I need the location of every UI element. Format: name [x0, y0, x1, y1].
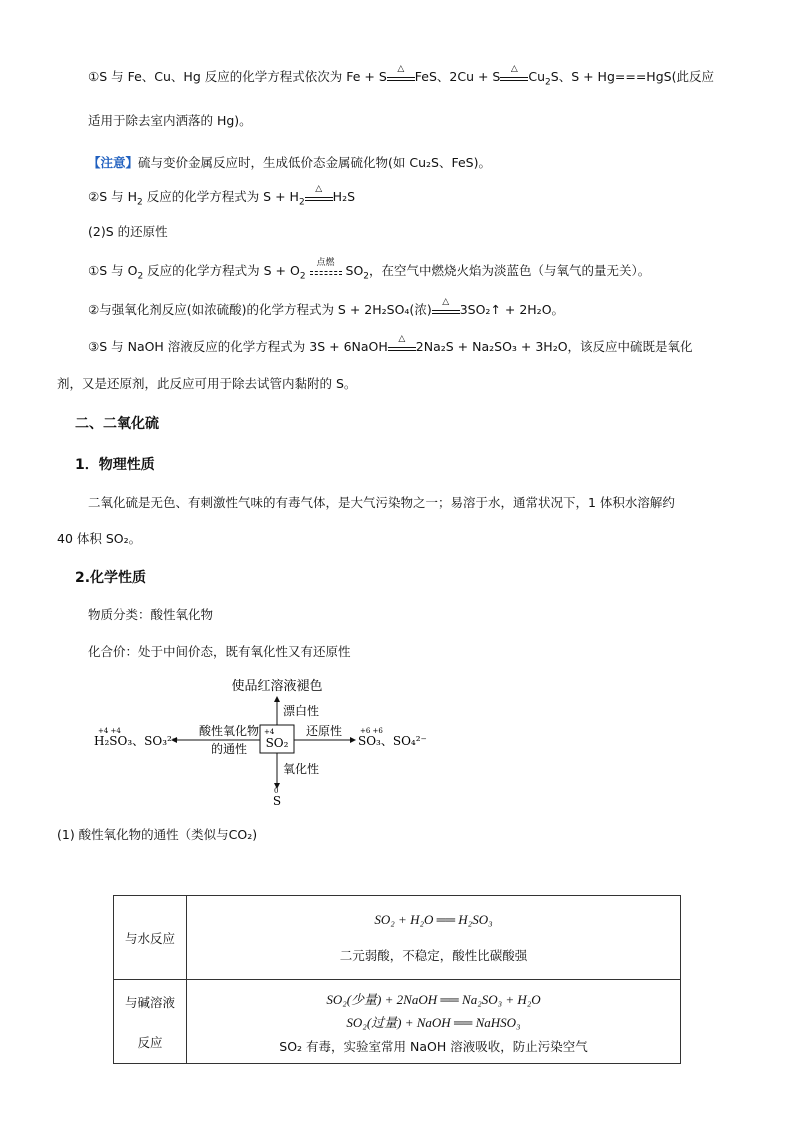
diagram-bottom-s: S — [272, 794, 282, 808]
right-ox-states: +6 +6 — [360, 727, 383, 735]
heat-condition: △ — [387, 69, 415, 81]
table-title: (1) 酸性氧化物的通性（类似与CO₂) — [57, 827, 258, 842]
note-line: 【注意】硫与变价金属反应时，生成低价态金属硫化物(如 Cu₂S、FeS)。 — [88, 155, 491, 170]
line-s-metals: ①S 与 Fe、Cu、Hg 反应的化学方程式依次为 Fe + S △ FeS、2Cu + S △ $Cu_2S$、S + Hg===HgS(此反应 — [88, 64, 714, 88]
heat-condition: △ — [432, 302, 460, 314]
line-s-h2so4: ②与强氧化剂反应(如浓硫酸)的化学方程式为 S + 2H₂SO₄(浓) △ 3SO₂↑ + 2H₂O。 — [88, 297, 565, 317]
valence: 化合价：处于中间价态，既有氧化性又有还原性 — [88, 644, 351, 659]
subtitle-chemical: 2.化学性质 — [75, 570, 147, 586]
diagram-left-label1: 酸性氧化物 — [198, 724, 260, 738]
diagram-up-label: 漂白性 — [283, 704, 320, 718]
heat-condition: △ — [500, 69, 528, 81]
right-species: SO₃、SO₄²⁻ — [358, 734, 427, 748]
line-hg-note: 适用于除去室内洒落的 Hg)。 — [88, 113, 252, 128]
so2-property-table — [113, 895, 681, 1064]
water-equation: SO₂ + H₂O ══ H₂SO₃ — [374, 911, 493, 927]
ignite-condition: 点燃 — [310, 263, 342, 275]
diagram-down-label: 氧化性 — [283, 762, 320, 776]
row-body-base — [187, 980, 681, 1064]
diagram-right-label: 还原性 — [305, 724, 343, 738]
table-row — [114, 896, 681, 980]
line-s-naoh-cont: 剂，又是还原剂，此反应可用于除去试管内黏附的 S。 — [57, 376, 357, 391]
left-species: H₂SO₃、SO₃²⁻ — [94, 734, 179, 748]
physical-para-2: 40 体积 SO₂。 — [57, 531, 142, 546]
row-head-base: 与碱溶液 反应 — [114, 980, 187, 1064]
heat-condition: △ — [305, 189, 333, 201]
line-s-naoh: ③S 与 NaOH 溶液反应的化学方程式为 3S + 6NaOH △ 2Na₂S + Na₂SO₃ + 3H₂O，该反应中硫既是氧化 — [88, 334, 693, 354]
line-s-o2: ①S 与 $O_2$ 反应的化学方程式为 $S + O_2$ 点燃 $SO_2$，在空气中燃烧火焰为淡蓝色（与氧气的量无关）。 — [88, 258, 651, 282]
base-note: SO₂ 有毒，实验室常用 NaOH 溶液吸收，防止污染空气 — [279, 1038, 588, 1054]
row-head-water: 与水反应 — [114, 896, 187, 980]
diagram-top-label: 使品红溶液褪色 — [231, 679, 323, 694]
base-equation-2: SO₂(过量) + NaOH ══ NaHSO₃ — [346, 1014, 521, 1030]
heat-condition: △ — [388, 339, 416, 351]
classification: 物质分类：酸性氧化物 — [88, 607, 214, 622]
subheading-reducing: (2)S 的还原性 — [88, 224, 168, 239]
row-body-water — [187, 896, 681, 980]
line-s-h2: ②S 与 $H_2$ 反应的化学方程式为 $S + H_2$ △ H₂S — [88, 184, 356, 208]
base-equation-1: SO₂(少量) + 2NaOH ══ Na₂SO₃ + H₂O — [326, 991, 541, 1007]
so2-property-diagram — [90, 675, 440, 815]
subtitle-physical: 1．物理性质 — [75, 457, 155, 473]
so2-ox-state: +4 — [264, 728, 275, 736]
water-note: 二元弱酸，不稳定，酸性比碳酸强 — [339, 947, 528, 963]
diagram-left-label2: 的通性 — [210, 742, 248, 756]
s-ox-state: 0 — [274, 787, 279, 795]
so2-center: SO₂ — [265, 736, 289, 750]
table-row — [114, 980, 681, 1064]
physical-para-1: 二氧化硫是无色、有刺激性气味的有毒气体，是大气污染物之一；易溶于水，通常状况下，1 体积水溶解约 — [88, 495, 675, 510]
section-title-so2: 二、二氧化硫 — [75, 416, 159, 432]
left-ox-states: +4 +4 — [98, 727, 121, 735]
